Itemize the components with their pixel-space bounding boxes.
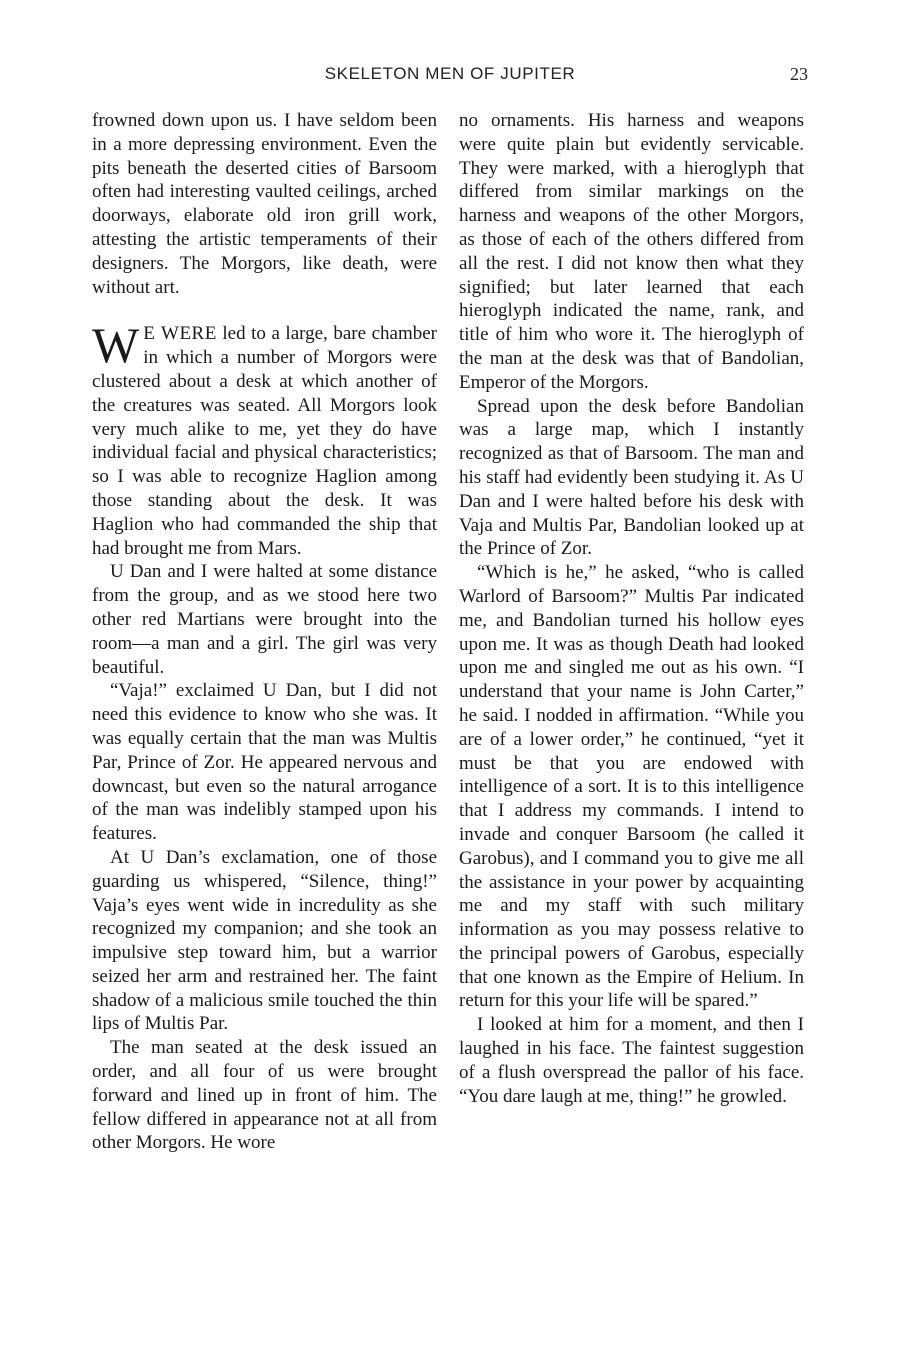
paragraph: frowned down upon us. I have seldom been in a more depressing environment. Even the pits beneath the deserted cities of Barsoom often had interesting vaulted ceilings, arched doorways, elaborate old iron grill work, attesting the artistic temperaments of their designers. The Morgors, like death, were without art. [92, 110, 437, 298]
running-title: SKELETON MEN OF JUPITER [324, 64, 576, 83]
paragraph: Spread upon the desk before Bandolian was a large map, which I instantly recognized as that of Barsoom. The man and his staff had evidently been studying it. As U Dan and I were halted before his desk with Vaja and Multis Par, Bandolian looked up at the Prince of Zor. [459, 395, 804, 560]
paragraph: U Dan and I were halted at some distance from the group, and as we stood here two other red Martians were brought into the room—a man and a girl. The girl was very beautiful. [92, 561, 437, 678]
right-column [459, 109, 804, 1108]
lead-in-text: E WERE [143, 323, 217, 345]
section-start-paragraph [92, 317, 437, 560]
paragraph: The man seated at the desk issued an order, and all four of us were brought forward and lined up in front of him. The fellow differed in appearance not at all from other Morgors. He wore [92, 1037, 437, 1154]
drop-cap: W [92, 317, 140, 374]
paragraph: no ornaments. His harness and weapons were quite plain but evidently servicable. They were marked, with a hieroglyph that differed from similar markings on the harness and weapons of the other Morgors, as those of each of the others differed from all the rest. I did not know then what they signified; but later learned that each hieroglyph indicated the name, rank, and title of him who wore it. The hieroglyph of the man at the desk was that of Bandolian, Emperor of the Morgors. [459, 110, 804, 393]
page-number: 23 [790, 64, 808, 84]
left-column [92, 109, 437, 1155]
paragraph-text: led to a large, bare chamber in which a number of Morgors were clustered about a desk at which another of the creatures was seated. All Morgors look very much alike to me, yet they do have individual facial and physical characteristics; so I was able to recognize Haglion among those standing about the desk. It was Haglion who had commanded the ship that had brought me from Mars. [92, 323, 437, 559]
paragraph: “Which is he,” he asked, “who is called Warlord of Barsoom?” Multis Par indicated me, and Bandolian turned his hollow eyes upon me. It was as though Death had looked upon me and singled me out as his own. “I understand that your name is John Carter,” he said. I nodded in affirmation. “While you are of a lower order,” he continued, “yet it must be that you are endowed with intelligence of a sort. It is to this intelligence that I address my commands. I intend to invade and conquer Barsoom (he called it Garobus), and I command you to give me all the assistance in your power by acquainting me and my staff with such military information as you may possess relative to the principal powers of Garobus, especially that one known as the Empire of Helium. In return for this your life will be spared.” [459, 562, 804, 1012]
paragraph: At U Dan’s exclamation, one of those guarding us whispered, “Silence, thing!” Vaja’s eyes went wide in incredulity as she recognized my companion; and she took an impulsive step toward him, but a warrior seized her arm and restrained her. The faint shadow of a malicious smile touched the thin lips of Multis Par. [92, 846, 437, 1035]
paragraph: I looked at him for a moment, and then I laughed in his face. The faintest suggestion of a flush overspread the pallor of his face. “You dare laugh at me, thing!” he growled. [459, 1014, 804, 1107]
paragraph: “Vaja!” exclaimed U Dan, but I did not need this evidence to know who she was. It was equally certain that the man was Multis Par, Prince of Zor. He appeared nervous and downcast, but even so the natural arrogance of the man was indelibly stamped upon his features. [92, 680, 437, 845]
page-header [0, 64, 900, 88]
